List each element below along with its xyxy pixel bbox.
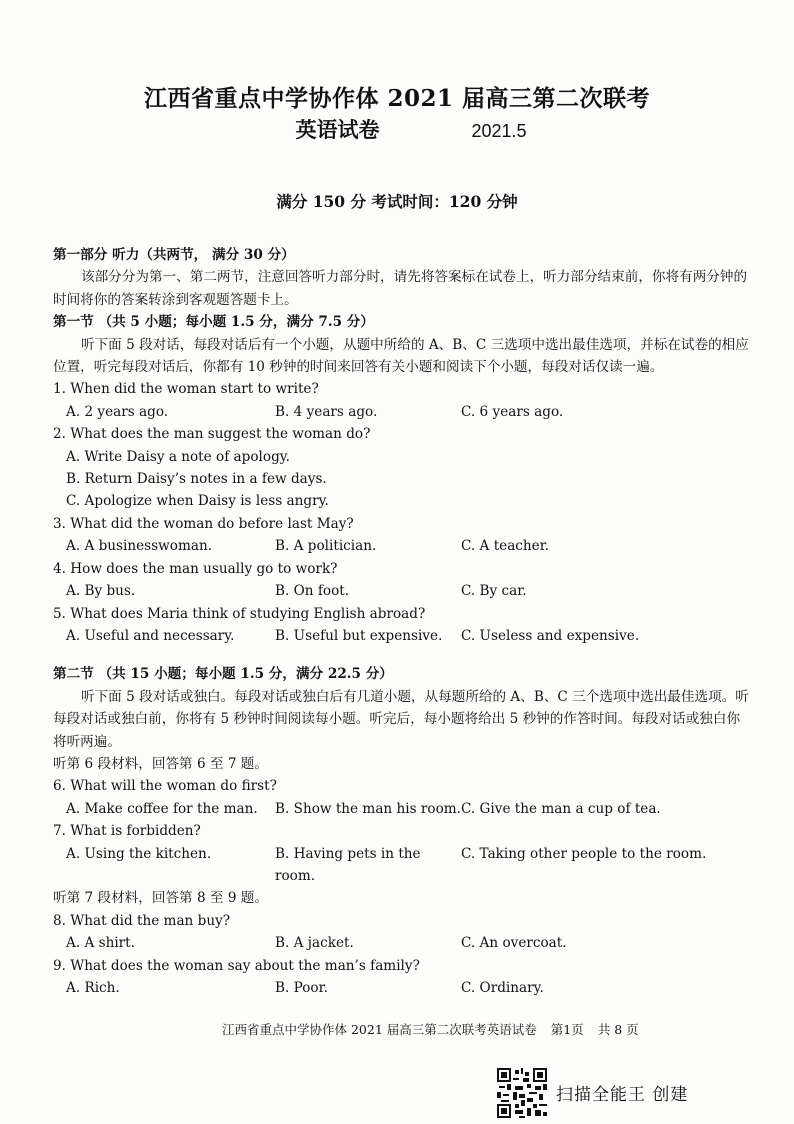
question-text: 5. What does Maria think of studying English abroad? <box>53 605 426 622</box>
question-text: 3. What did the woman do before last May? <box>53 515 354 532</box>
option-a: A. A shirt. <box>66 935 135 952</box>
option-a: A. Rich. <box>66 980 120 996</box>
question-5 <box>53 603 749 648</box>
option-b: B. A politician. <box>275 538 377 555</box>
option-c: C. An overcoat. <box>461 935 567 952</box>
option-a: A. Using the kitchen. <box>66 845 212 862</box>
option-a: A. A businesswoman. <box>66 538 213 555</box>
score-time-line: 满分 150 分 考试时间：120 分钟 <box>276 192 518 211</box>
question-text: 8. What did the man buy? <box>53 912 231 929</box>
option-a: A. Useful and necessary. <box>66 627 235 644</box>
page-footer <box>222 1020 639 1038</box>
material-6-instruction: 听第 6 段材料，回答第 6 至 7 题。 <box>53 755 268 772</box>
option-b: B. Return Daisy’s notes in a few days. <box>66 471 327 488</box>
question-8 <box>53 910 749 955</box>
section2-intro: 听下面 5 段对话或独白。每段对话或独白后有几道小题，从每题所给的 A、B、C 三个选项中选出最佳选项。听每段对话或独白前，你将有 5 秒钟时间阅读每小题。听完后，每小题将给出 5 秒钟的作答时间。每段对话或独白你将听两遍。 <box>53 688 749 750</box>
exam-content <box>53 244 749 999</box>
exam-title: 江西省重点中学协作体 2021 届高三第二次联考 <box>143 85 651 112</box>
question-6 <box>53 775 749 820</box>
exam-subtitle-row <box>0 114 794 144</box>
option-c: C. 6 years ago. <box>461 403 564 420</box>
option-c: C. A teacher. <box>461 538 550 555</box>
options-row <box>66 625 749 647</box>
option-b: B. 4 years ago. <box>275 403 378 420</box>
option-a: A. 2 years ago. <box>66 403 169 420</box>
question-text: 9. What does the woman say about the man’s family? <box>53 957 420 974</box>
question-text: 7. What is forbidden? <box>53 823 201 840</box>
option-b: B. Useful but expensive. <box>275 627 443 644</box>
option-c: C. Ordinary. <box>461 980 544 996</box>
question-3 <box>53 513 749 558</box>
part1-intro: 该部分分为第一、第二两节，注意回答听力部分时，请先将答案标在试卷上，听力部分结束前，你将有两分钟的时间将你的答案转涂到客观题答题卡上。 <box>53 269 748 308</box>
option-a: A. By bus. <box>66 583 136 600</box>
material-7-instruction: 听第 7 段材料，回答第 8 至 9 题。 <box>53 890 268 907</box>
option-c: C. Useless and expensive. <box>461 627 640 644</box>
options-row <box>66 932 749 954</box>
scanner-watermark: 扫描全能王 创建 <box>556 1085 689 1105</box>
option-b: B. A jacket. <box>275 935 354 952</box>
option-c: C. Taking other people to the room. <box>461 845 707 862</box>
option-c: C. By car. <box>461 583 527 600</box>
section1-heading: 第一节 （共 5 小题；每小题 1.5 分，满分 7.5 分） <box>53 314 374 331</box>
question-text: 2. What does the man suggest the woman do? <box>53 426 371 443</box>
question-4 <box>53 558 749 603</box>
option-b: B. On foot. <box>275 583 350 600</box>
option-c: C. Apologize when Daisy is less angry. <box>66 493 329 510</box>
question-text: 4. How does the man usually go to work? <box>53 560 338 577</box>
options-row <box>66 977 749 999</box>
option-b: B. Having pets in the room. <box>275 845 421 884</box>
footer-page: 第1页 <box>550 1022 584 1037</box>
option-c: C. Give the man a cup of tea. <box>461 800 661 817</box>
options-row <box>66 401 749 423</box>
options-row <box>66 843 749 888</box>
options-row <box>66 798 749 820</box>
question-text: 1. When did the woman start to write? <box>53 381 319 398</box>
exam-date: 2021.5 <box>471 121 527 141</box>
options-row <box>66 535 749 557</box>
footer-text: 江西省重点中学协作体 2021 届高三第二次联考英语试卷 <box>222 1022 537 1037</box>
option-b: B. Poor. <box>275 980 328 996</box>
question-1 <box>53 378 749 423</box>
option-a: A. Make coffee for the man. <box>66 800 258 817</box>
question-9 <box>53 955 749 1000</box>
footer-total: 共 8 页 <box>597 1022 639 1037</box>
qr-code-icon <box>497 1068 547 1118</box>
question-2 <box>53 423 749 513</box>
options-row <box>66 580 749 602</box>
part1-heading: 第一部分 听力（共两节， 满分 30 分） <box>53 247 295 263</box>
question-text: 6. What will the woman do first? <box>53 778 277 795</box>
question-7 <box>53 820 749 887</box>
option-b: B. Show the man his room. <box>275 800 461 817</box>
exam-subtitle: 英语试卷 <box>295 117 380 142</box>
section1-intro: 听下面 5 段对话，每段对话后有一个小题，从题中所给的 A、B、C 三选项中选出最佳选项，并标在试卷的相应位置，听完每段对话后，你都有 10 秒钟的时间来回答有关小题和阅读下个小题，每段对话仅读一遍。 <box>53 336 749 376</box>
section2-heading: 第二节 （共 15 小题；每小题 1.5 分，满分 22.5 分） <box>53 666 393 683</box>
option-a: A. Write Daisy a note of apology. <box>66 448 290 465</box>
